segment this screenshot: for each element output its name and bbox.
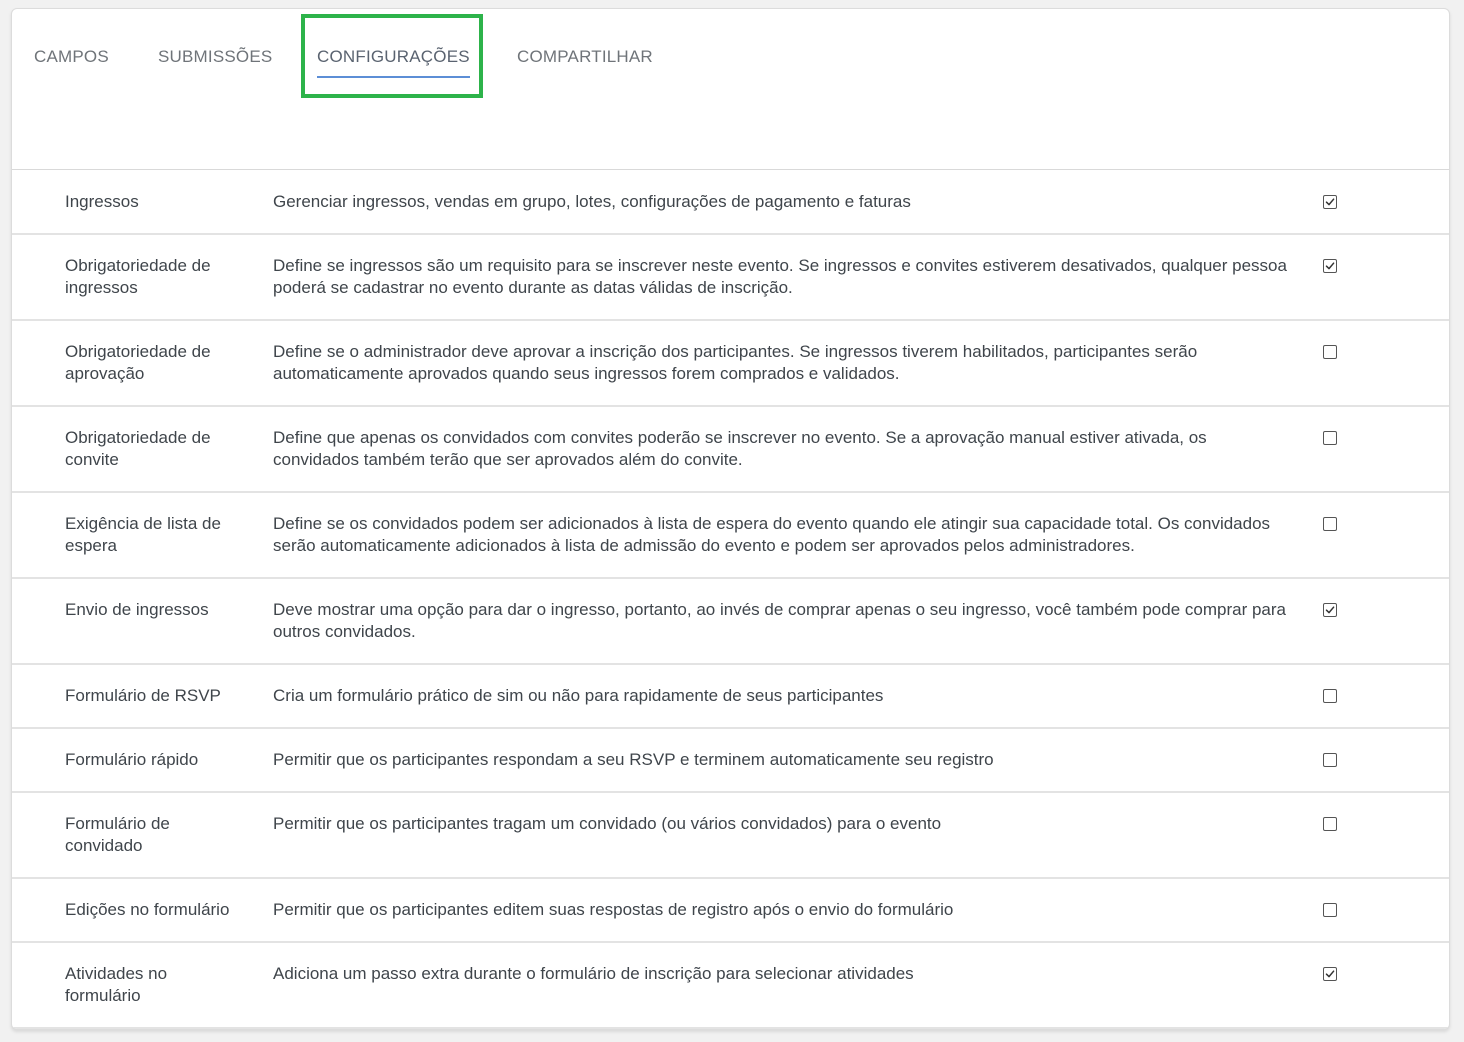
setting-label: Formulário rápido [65,750,199,769]
setting-row [12,235,1449,321]
setting-checkbox[interactable] [1323,753,1337,767]
setting-description: Permitir que os participantes respondam a seu RSVP e terminem automaticamente seu registro [273,750,994,769]
setting-label: Atividades no formulário [65,964,168,1005]
tab-configuracoes[interactable] [317,47,470,71]
setting-checkbox[interactable] [1323,431,1337,445]
setting-checkbox[interactable] [1323,903,1337,917]
setting-row [12,407,1449,493]
setting-row [12,171,1449,235]
setting-description: Define se o administrador deve aprovar a inscrição dos participantes. Se ingressos tiverem habilitados, participantes serão automaticamente aprovados quando seus ingressos forem comprados e validados. [273,342,1198,383]
setting-row [12,793,1449,879]
tab-submissoes[interactable]: SUBMISSÕES [158,47,273,66]
setting-label: Formulário de RSVP [65,686,221,705]
setting-checkbox[interactable] [1323,517,1337,531]
checkmark-icon [1325,197,1335,207]
setting-checkbox[interactable] [1323,817,1337,831]
setting-label: Formulário de convidado [65,814,170,855]
settings-card [11,8,1450,1030]
setting-label: Obrigatoriedade de convite [65,428,211,469]
setting-label: Obrigatoriedade de ingressos [65,256,211,297]
setting-row [12,665,1449,729]
checkmark-icon [1325,605,1335,615]
tab-bar [12,9,1449,170]
setting-description: Permitir que os participantes tragam um convidado (ou vários convidados) para o evento [273,814,942,833]
tab-campos[interactable]: CAMPOS [34,47,109,66]
setting-description: Deve mostrar uma opção para dar o ingresso, portanto, ao invés de comprar apenas o seu ingresso, você também pode comprar para outros convidados. [273,600,1286,641]
settings-list [12,171,1449,1029]
tab-configuracoes-label: CONFIGURAÇÕES [317,47,470,66]
setting-row [12,729,1449,793]
setting-checkbox[interactable] [1323,603,1337,617]
setting-label: Exigência de lista de espera [65,514,221,555]
setting-description: Define se ingressos são um requisito para se inscrever neste evento. Se ingressos e convites estiverem desativados, qualquer pessoa poderá se cadastrar no evento durante as datas válidas de inscrição. [273,256,1287,297]
setting-row [12,879,1449,943]
setting-description: Gerenciar ingressos, vendas em grupo, lotes, configurações de pagamento e faturas [273,192,911,211]
setting-description: Cria um formulário prático de sim ou não para rapidamente de seus participantes [273,686,884,705]
setting-checkbox[interactable] [1323,345,1337,359]
setting-row [12,579,1449,665]
active-tab-underline [317,76,470,78]
setting-description: Adiciona um passo extra durante o formulário de inscrição para selecionar atividades [273,964,914,983]
setting-description: Define que apenas os convidados com convites poderão se inscrever no evento. Se a aprovação manual estiver ativada, os convidados também terão que ser aprovados além do convite. [273,428,1207,469]
setting-row [12,493,1449,579]
tab-compartilhar[interactable]: COMPARTILHAR [517,47,653,66]
setting-checkbox[interactable] [1323,259,1337,273]
setting-row [12,321,1449,407]
setting-row [12,943,1449,1029]
setting-checkbox[interactable] [1323,689,1337,703]
setting-checkbox[interactable] [1323,967,1337,981]
setting-description: Define se os convidados podem ser adicionados à lista de espera do evento quando ele atingir sua capacidade total. Os convidados serão automaticamente adicionados à lista de admissão do evento e podem ser aprovados pelos administradores. [273,514,1271,555]
setting-label: Ingressos [65,192,139,211]
checkmark-icon [1325,261,1335,271]
setting-checkbox[interactable] [1323,195,1337,209]
setting-label: Envio de ingressos [65,600,209,619]
setting-description: Permitir que os participantes editem suas respostas de registro após o envio do formulário [273,900,954,919]
setting-label: Obrigatoriedade de aprovação [65,342,211,383]
checkmark-icon [1325,969,1335,979]
setting-label: Edições no formulário [65,900,230,919]
